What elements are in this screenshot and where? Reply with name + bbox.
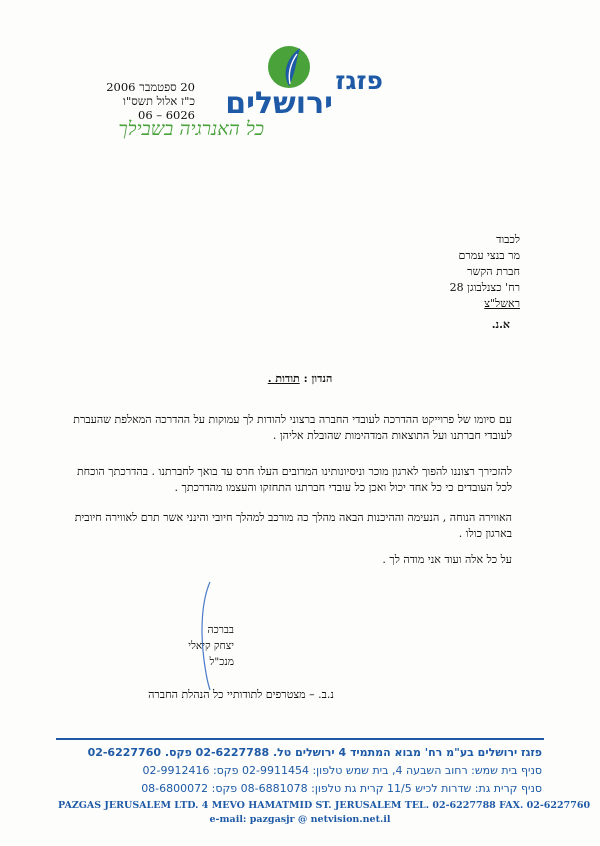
subject-value: תודות .: [267, 372, 300, 385]
footer-branch-beit-shemesh: [58, 764, 542, 778]
pazgas-logo: [266, 44, 312, 90]
brand-name-pazgas: פזגז: [335, 66, 383, 95]
recipient-company: חברת הקשר: [467, 265, 520, 278]
greeting: א.נ.: [491, 318, 510, 331]
date-block: [90, 80, 195, 122]
footer-email: e-mail: pazgasjr @ netvision.net.il: [209, 814, 391, 825]
paragraph-3: האווירה הנוחה , הנעימה וההיכנות הבאה מהלך כה מורכב למהלך חיובי והינני אשר תרם לאווירה חיובית בארגון כולו .: [74, 511, 512, 540]
subject-label: הנדון :: [303, 372, 333, 385]
postscript: נ.ב. – מצטרפים לתודותיי כל הנהלת החברה: [148, 688, 334, 701]
footer-branch-kiryat-gat: [58, 782, 542, 796]
recipient-street: רח' כצנלבוגן 28: [449, 281, 520, 294]
subject-line: [150, 372, 450, 385]
footer-divider: [56, 738, 544, 740]
footer-beit-shemesh-text: סניף בית שמש: רחוב השבעה 4, בית שמש טלפון: 02-9911454 פקס: 02-9912416: [142, 764, 542, 777]
date-gregorian: 20 ספטמבר 2006: [106, 80, 195, 94]
paragraph-2: להזכירך רצוננו להפוך לארגון מוכר וניסיונותינו המרובים העלו חרס עד בואך לחברתנו . בהדרכתך הוכחת לכל העובדים כי כל אחד יכול ואכן כל עובדי חברתנו התחזקו והעצמו מהדרכתך .: [76, 465, 512, 494]
footer-english-address: PAZGAS JERUSALEM LTD. 4 MEVO HAMATMID ST. JERUSALEM TEL. 02-6227788 FAX. 02-6227760: [58, 800, 591, 811]
recipient-to: לכבוד: [496, 233, 520, 246]
signature-closing: בברכה: [207, 624, 234, 636]
signature-name: יצחק קיאלי: [188, 640, 234, 652]
paragraph-1: עם סיומו של פרוייקט ההדרכה לעובדי החברה ברצוני להודות לך עמוקות על ההדרכה המאלפת שהעברת לעובדי חברתנו ועל התוצאות המדהימות שהובלת אליהן .: [73, 413, 512, 442]
paragraph-4: על כל אלה ועוד אני מודה לך .: [382, 553, 512, 566]
slogan: כל האנרגיה בשבילך: [118, 118, 264, 140]
signature-title: מנכ"ל: [209, 656, 234, 668]
recipient-city: ראשל"צ: [484, 297, 520, 310]
recipient-name: מר בנצי עמרם: [458, 249, 520, 262]
footer-main-office-text: פזגז ירושלים בע"מ רח' מבוא המתמיד 4 ירושלים טל. 02-6227788 פקס. 02-6227760: [87, 746, 542, 759]
brand-name-jerusalem: ירושלים: [225, 86, 333, 121]
date-hebrew: כ"ז אלול תשס"ו: [123, 94, 195, 108]
footer-kiryat-gat-text: סניף קרית גת: שדרות לכיש 11/5 קרית גת טלפון: 08-6881078 פקס: 08-6800072: [141, 782, 542, 795]
recipient-address: [450, 232, 520, 312]
footer-main-office: [58, 746, 542, 760]
reference-number: 6026 – 06: [138, 108, 195, 122]
